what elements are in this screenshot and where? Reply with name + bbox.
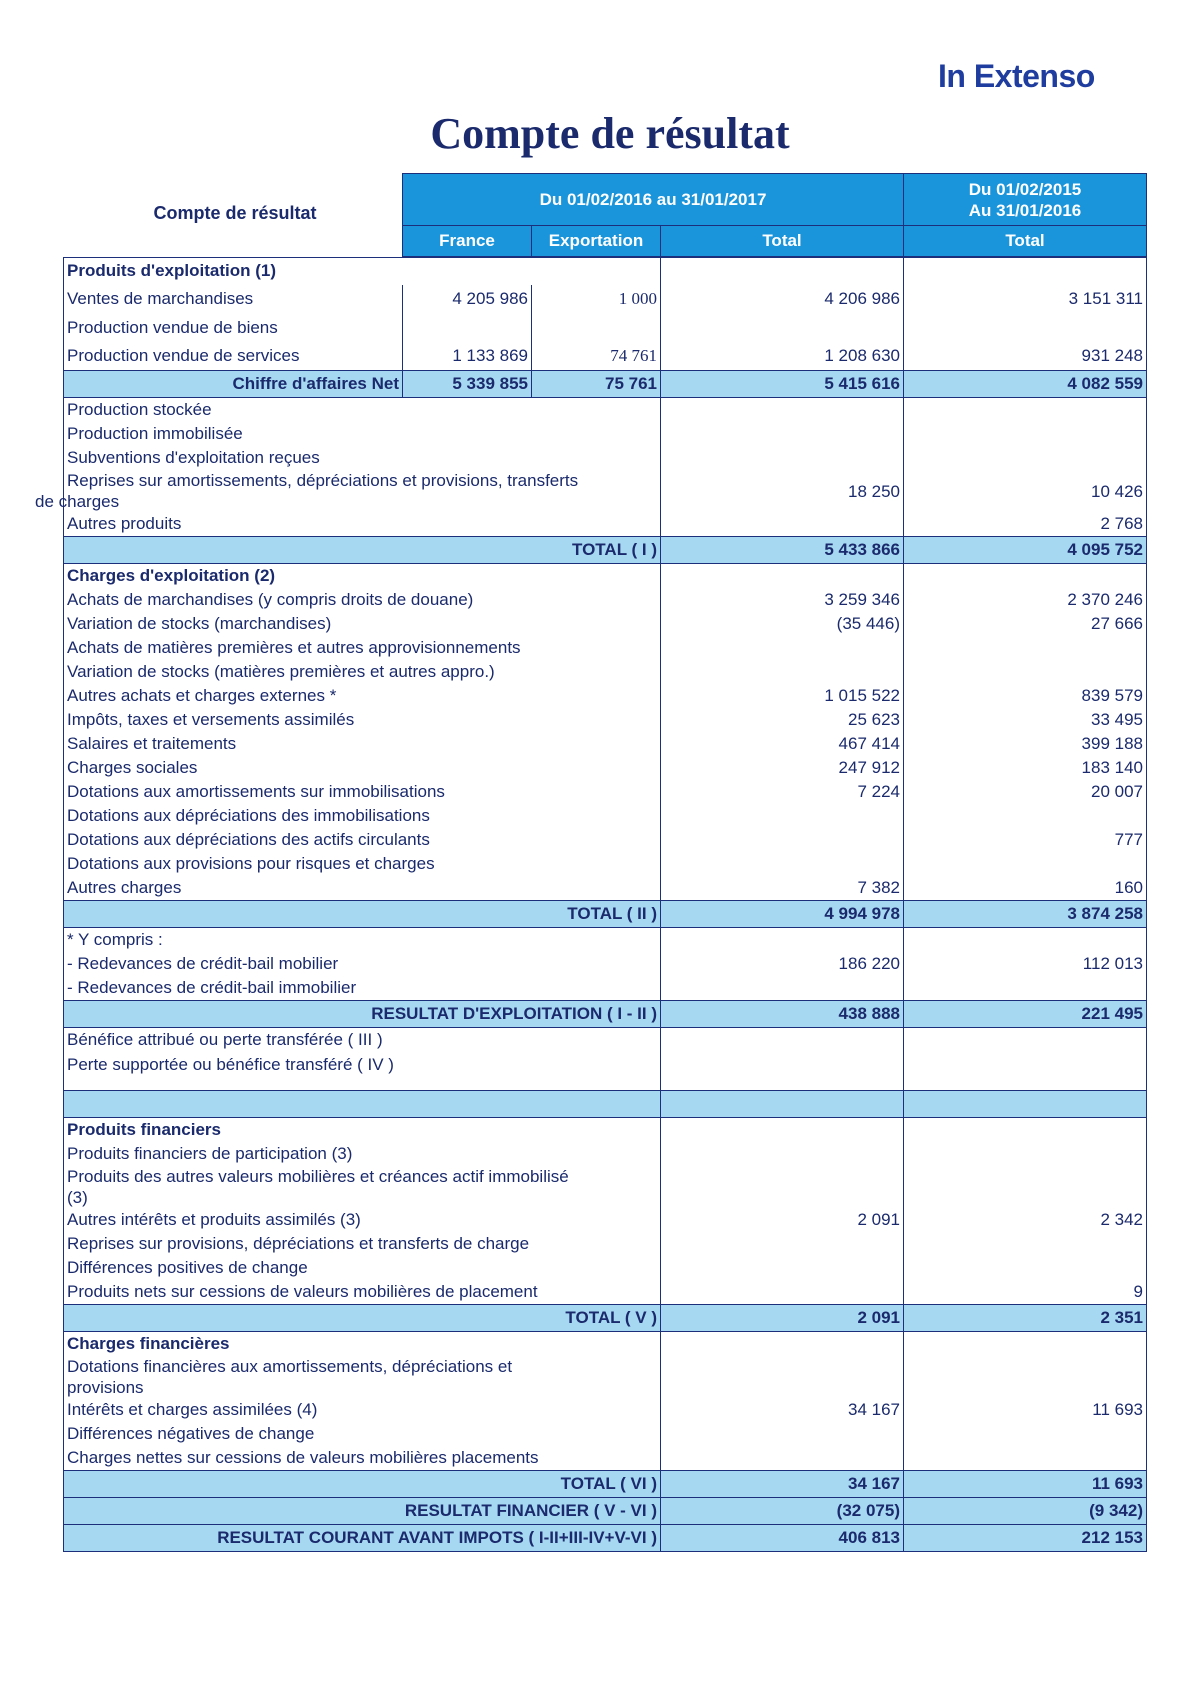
table-row xyxy=(64,446,1147,470)
empty-cell xyxy=(661,1356,904,1398)
row-label: - Redevances de crédit-bail immobilier xyxy=(64,976,661,1001)
empty-cell xyxy=(904,928,1147,953)
empty-cell xyxy=(661,1232,904,1256)
row-label-line1: Dotations financières aux amortissements, dépréciations et xyxy=(67,1357,513,1376)
empty-cell xyxy=(661,1332,904,1357)
empty-cell xyxy=(904,1090,1147,1117)
table-row xyxy=(64,422,1147,446)
empty-cell xyxy=(661,564,904,589)
empty-cell xyxy=(904,976,1147,1001)
row-label xyxy=(35,470,661,512)
row-label: TOTAL ( II ) xyxy=(64,901,661,928)
cell-total: 467 414 xyxy=(661,732,904,756)
table-row xyxy=(64,901,1147,928)
cell-total: 5 415 616 xyxy=(661,371,904,398)
empty-cell xyxy=(661,1090,904,1117)
table-row xyxy=(64,314,1147,342)
income-statement-table xyxy=(35,257,1147,1552)
table-row xyxy=(64,1356,1147,1398)
table-row xyxy=(64,1166,1147,1208)
empty-cell xyxy=(532,314,661,342)
table-row xyxy=(64,1078,1147,1091)
empty-cell xyxy=(904,422,1147,446)
table-row xyxy=(64,1305,1147,1332)
row-label: Charges nettes sur cessions de valeurs mobilières placements xyxy=(64,1446,661,1471)
cell-france: 4 205 986 xyxy=(403,285,532,314)
row-label: Charges sociales xyxy=(64,756,661,780)
table-row xyxy=(64,804,1147,828)
table-row xyxy=(64,1446,1147,1471)
period-current: Du 01/02/2016 au 31/01/2017 xyxy=(403,174,904,226)
empty-cell xyxy=(904,1332,1147,1357)
cell-total: 2 091 xyxy=(661,1305,904,1332)
empty-cell xyxy=(904,398,1147,423)
row-label-line2: (3) xyxy=(67,1188,88,1207)
table-row xyxy=(64,588,1147,612)
row-label: Variation de stocks (matières premières et autres appro.) xyxy=(64,660,661,684)
cell-export: 74 761 xyxy=(532,342,661,371)
cell-total: 25 623 xyxy=(661,708,904,732)
table-row xyxy=(64,342,1147,371)
col-france: France xyxy=(403,226,532,257)
cell-total: 18 250 xyxy=(661,470,904,512)
table-row xyxy=(64,852,1147,876)
table-row xyxy=(64,660,1147,684)
cell-prev: 2 351 xyxy=(904,1305,1147,1332)
row-label: Autres produits xyxy=(64,512,661,537)
cell-total: 7 382 xyxy=(661,876,904,901)
row-label-line2: provisions xyxy=(67,1378,144,1397)
cell-total xyxy=(661,828,904,852)
table-row xyxy=(64,1028,1147,1053)
cell-export: 1 000 xyxy=(532,285,661,314)
cell-prev: 3 874 258 xyxy=(904,901,1147,928)
row-label-line1: Produits des autres valeurs mobilières et créances actif immobilisé xyxy=(67,1167,569,1186)
table-row xyxy=(64,537,1147,564)
cell-prev: 33 495 xyxy=(904,708,1147,732)
row-label: Production vendue de services xyxy=(64,342,403,371)
cell-prev: 9 xyxy=(904,1280,1147,1305)
table-row xyxy=(64,258,1147,285)
cell-prev: 2 342 xyxy=(904,1208,1147,1232)
row-label: Dotations aux provisions pour risques et charges xyxy=(64,852,661,876)
cell-total: 2 091 xyxy=(661,1208,904,1232)
cell-prev: 11 693 xyxy=(904,1398,1147,1422)
table-row xyxy=(64,1422,1147,1446)
col-export: Exportation xyxy=(532,226,661,257)
row-label: RESULTAT FINANCIER ( V - VI ) xyxy=(64,1498,661,1525)
row-label: Achats de matières premières et autres approvisionnements xyxy=(64,636,661,660)
empty-cell xyxy=(904,1078,1147,1091)
empty-cell xyxy=(661,258,904,285)
cell-prev xyxy=(904,804,1147,828)
cell-prev: 183 140 xyxy=(904,756,1147,780)
cell-total: 1 015 522 xyxy=(661,684,904,708)
cell-prev: 221 495 xyxy=(904,1001,1147,1028)
table-row xyxy=(64,398,1147,423)
table-row xyxy=(64,1053,1147,1078)
row-label: Production stockée xyxy=(64,398,661,423)
cell-total: 247 912 xyxy=(661,756,904,780)
empty-cell xyxy=(904,1142,1147,1166)
cell-total: 34 167 xyxy=(661,1471,904,1498)
table-row xyxy=(64,1232,1147,1256)
table-row xyxy=(64,612,1147,636)
empty-cell xyxy=(904,1166,1147,1208)
cell-total: 5 433 866 xyxy=(661,537,904,564)
row-label: Autres intérêts et produits assimilés (3) xyxy=(64,1208,661,1232)
table-row xyxy=(64,828,1147,852)
empty-cell xyxy=(904,258,1147,285)
cell-prev: 2 768 xyxy=(904,512,1147,537)
empty-cell xyxy=(904,1117,1147,1142)
empty-cell xyxy=(661,1166,904,1208)
col-total: Total xyxy=(661,226,904,257)
row-label: TOTAL ( VI ) xyxy=(64,1471,661,1498)
row-label: - Redevances de crédit-bail mobilier xyxy=(64,952,661,976)
cell-total xyxy=(661,804,904,828)
cell-total: 4 994 978 xyxy=(661,901,904,928)
table-row xyxy=(64,636,1147,660)
row-label: TOTAL ( I ) xyxy=(64,537,661,564)
period-previous-line1: Du 01/02/2015 xyxy=(968,179,1082,199)
empty-cell xyxy=(904,1232,1147,1256)
table-row xyxy=(64,1001,1147,1028)
row-label: * Y compris : xyxy=(64,928,661,953)
empty-cell xyxy=(904,1053,1147,1078)
table-row xyxy=(64,1142,1147,1166)
row-label: Chiffre d'affaires Net xyxy=(64,371,403,398)
empty-cell xyxy=(661,1028,904,1053)
table-row xyxy=(64,876,1147,901)
cell-prev: 4 082 559 xyxy=(904,371,1147,398)
row-label: Différences négatives de change xyxy=(64,1422,661,1446)
table-row xyxy=(64,564,1147,589)
table-row xyxy=(64,1208,1147,1232)
empty-cell xyxy=(661,398,904,423)
row-label: Dotations aux amortissements sur immobilisations xyxy=(64,780,661,804)
cell-total: 3 259 346 xyxy=(661,588,904,612)
cell-prev xyxy=(904,636,1147,660)
table-row xyxy=(64,928,1147,953)
empty-cell xyxy=(904,1356,1147,1398)
cell-total xyxy=(661,636,904,660)
cell-prev xyxy=(904,852,1147,876)
cell-total: 34 167 xyxy=(661,1398,904,1422)
table-row xyxy=(64,470,1147,512)
row-label: Reprises sur provisions, dépréciations et transferts de charge xyxy=(64,1232,661,1256)
empty-cell xyxy=(661,1142,904,1166)
cell-total xyxy=(661,852,904,876)
empty-cell xyxy=(661,1117,904,1142)
empty-cell xyxy=(661,422,904,446)
empty-cell xyxy=(661,1280,904,1305)
table-row xyxy=(64,371,1147,398)
table-row xyxy=(64,684,1147,708)
empty-cell xyxy=(661,314,904,342)
cell-total: 4 206 986 xyxy=(661,285,904,314)
charges-exploitation-rows xyxy=(64,588,1147,901)
brand-logo: In Extenso xyxy=(938,58,1095,94)
table-row xyxy=(64,1256,1147,1280)
cell-total: 1 208 630 xyxy=(661,342,904,371)
cell-prev: 931 248 xyxy=(904,342,1147,371)
empty-cell xyxy=(904,1446,1147,1471)
cell-prev: 212 153 xyxy=(904,1525,1147,1552)
row-label: RESULTAT D'EXPLOITATION ( I - II ) xyxy=(64,1001,661,1028)
row-label xyxy=(64,1166,661,1208)
empty-cell xyxy=(904,564,1147,589)
empty-cell xyxy=(904,1256,1147,1280)
header-label: Compte de résultat xyxy=(153,203,317,223)
cell-prev: 399 188 xyxy=(904,732,1147,756)
empty-cell xyxy=(661,512,904,537)
empty-cell xyxy=(904,1028,1147,1053)
cell-total: (35 446) xyxy=(661,612,904,636)
empty-cell xyxy=(661,1053,904,1078)
row-label: Variation de stocks (marchandises) xyxy=(64,612,661,636)
cell-export: 75 761 xyxy=(532,371,661,398)
table-row xyxy=(64,1498,1147,1525)
empty-cell xyxy=(904,446,1147,470)
cell-prev: 27 666 xyxy=(904,612,1147,636)
table-row xyxy=(64,756,1147,780)
page-title: Compte de résultat xyxy=(430,109,790,158)
table-row xyxy=(64,1090,1147,1117)
row-label xyxy=(64,1356,661,1398)
table-row xyxy=(64,1280,1147,1305)
table-row xyxy=(64,1398,1147,1422)
cell-prev: (9 342) xyxy=(904,1498,1147,1525)
cell-prev: 3 151 311 xyxy=(904,285,1147,314)
table-row xyxy=(64,708,1147,732)
table-row xyxy=(64,1471,1147,1498)
empty-cell xyxy=(661,1422,904,1446)
cell-prev xyxy=(904,660,1147,684)
empty-cell xyxy=(661,1078,904,1091)
cell-total xyxy=(661,660,904,684)
row-label: Produits financiers de participation (3) xyxy=(64,1142,661,1166)
row-label: Dotations aux dépréciations des immobilisations xyxy=(64,804,661,828)
cell-total: (32 075) xyxy=(661,1498,904,1525)
cell-france: 1 133 869 xyxy=(403,342,532,371)
cell-total: 406 813 xyxy=(661,1525,904,1552)
cell-prev: 2 370 246 xyxy=(904,588,1147,612)
period-previous xyxy=(904,174,1147,226)
row-label: TOTAL ( V ) xyxy=(64,1305,661,1332)
table-row xyxy=(64,952,1147,976)
cell-total: 438 888 xyxy=(661,1001,904,1028)
row-label: Intérêts et charges assimilées (4) xyxy=(64,1398,661,1422)
row-label: Achats de marchandises (y compris droits de douane) xyxy=(64,588,661,612)
row-label-line1: Reprises sur amortissements, dépréciations et provisions, transferts xyxy=(67,471,579,490)
row-label: Salaires et traitements xyxy=(64,732,661,756)
row-label: Production immobilisée xyxy=(64,422,661,446)
cell-prev: 20 007 xyxy=(904,780,1147,804)
cell-total: 7 224 xyxy=(661,780,904,804)
row-label-line2: de charges xyxy=(35,492,120,511)
column-header xyxy=(402,173,1147,257)
cell-france: 5 339 855 xyxy=(403,371,532,398)
col-total-prev: Total xyxy=(904,226,1147,257)
cell-prev: 777 xyxy=(904,828,1147,852)
empty-cell xyxy=(904,1422,1147,1446)
row-label: Impôts, taxes et versements assimilés xyxy=(64,708,661,732)
cell-prev: 10 426 xyxy=(904,470,1147,512)
table-row xyxy=(64,1117,1147,1142)
empty-cell xyxy=(403,314,532,342)
row-label: Bénéfice attribué ou perte transférée ( III ) xyxy=(64,1028,661,1053)
table-row xyxy=(64,780,1147,804)
table-row xyxy=(64,285,1147,314)
empty-cell xyxy=(661,1446,904,1471)
row-label: Dotations aux dépréciations des actifs circulants xyxy=(64,828,661,852)
row-label: Autres charges xyxy=(64,876,661,901)
section-title: Charges financières xyxy=(64,1332,661,1357)
section-title: Produits financiers xyxy=(64,1117,661,1142)
cell-prev: 160 xyxy=(904,876,1147,901)
table-row xyxy=(64,1332,1147,1357)
cell-prev: 112 013 xyxy=(904,952,1147,976)
row-label: Différences positives de change xyxy=(64,1256,661,1280)
section-title: Produits d'exploitation (1) xyxy=(64,258,661,285)
empty-cell xyxy=(661,976,904,1001)
row-label: Perte supportée ou bénéfice transféré ( IV ) xyxy=(64,1053,661,1078)
period-previous-line2: Au 31/01/2016 xyxy=(968,200,1082,220)
section-title: Charges d'exploitation (2) xyxy=(64,564,661,589)
cell-prev: 11 693 xyxy=(904,1471,1147,1498)
row-label: Production vendue de biens xyxy=(64,314,403,342)
row-label: Ventes de marchandises xyxy=(64,285,403,314)
row-label: Produits nets sur cessions de valeurs mobilières de placement xyxy=(64,1280,661,1305)
empty-cell xyxy=(904,314,1147,342)
cell-prev: 4 095 752 xyxy=(904,537,1147,564)
table-row xyxy=(64,512,1147,537)
table-row xyxy=(64,976,1147,1001)
row-label: Subventions d'exploitation reçues xyxy=(64,446,661,470)
cell-total: 186 220 xyxy=(661,952,904,976)
empty-cell xyxy=(64,1078,661,1091)
row-label: RESULTAT COURANT AVANT IMPOTS ( I-II+III-IV+V-VI ) xyxy=(64,1525,661,1552)
empty-cell xyxy=(661,928,904,953)
table-row xyxy=(64,1525,1147,1552)
cell-prev: 839 579 xyxy=(904,684,1147,708)
table-row xyxy=(64,732,1147,756)
empty-cell xyxy=(64,1090,661,1117)
empty-cell xyxy=(661,1256,904,1280)
empty-cell xyxy=(661,446,904,470)
row-label: Autres achats et charges externes * xyxy=(64,684,661,708)
